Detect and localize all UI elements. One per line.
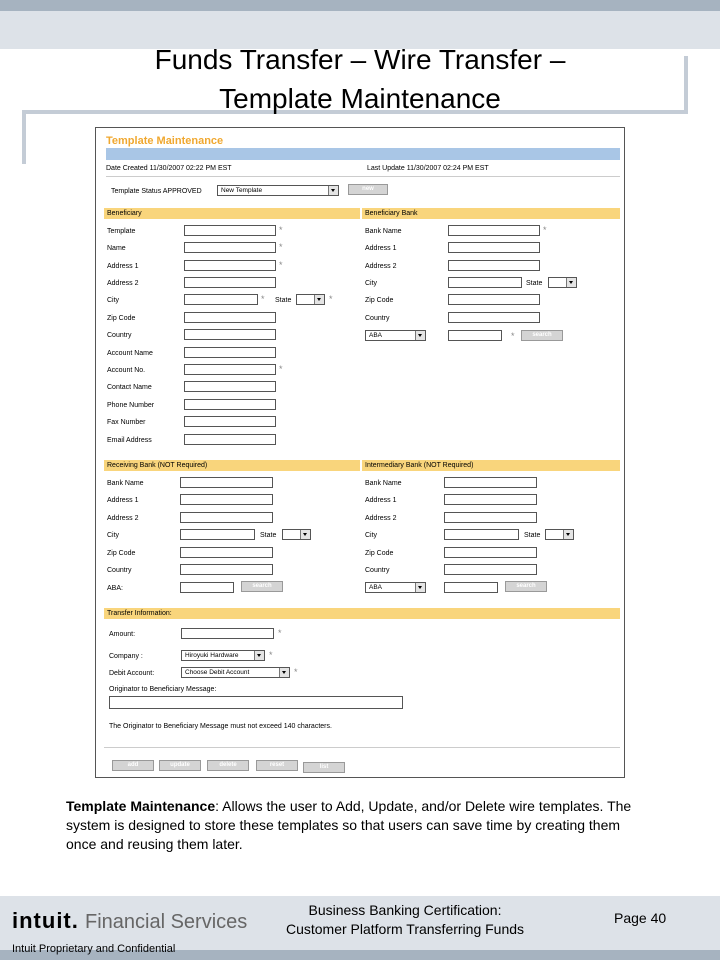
- chevron-down-icon: [254, 651, 264, 660]
- list-button[interactable]: list: [303, 762, 345, 773]
- label-email: Email Address: [107, 437, 152, 444]
- label-zip: Zip Code: [107, 315, 136, 322]
- label-recv-bank-name: Bank Name: [107, 480, 144, 487]
- label-inter-address2: Address 2: [365, 515, 397, 522]
- template-input[interactable]: [184, 225, 276, 236]
- label-recv-zip: Zip Code: [107, 550, 136, 557]
- label-address2: Address 2: [107, 280, 139, 287]
- slide-description: [66, 797, 646, 854]
- bank-state-select[interactable]: [548, 277, 577, 288]
- label-recv-state: State: [260, 532, 277, 539]
- recv-search-button[interactable]: search: [241, 581, 283, 592]
- required-star: *: [543, 225, 547, 235]
- bank-search-button[interactable]: search: [521, 330, 563, 341]
- bank-aba-select-value: ABA: [369, 332, 383, 339]
- recv-country-input[interactable]: [180, 564, 273, 575]
- slide-title-line1: Funds Transfer – Wire Transfer –: [154, 44, 566, 75]
- inter-address1-input[interactable]: [444, 494, 537, 505]
- inter-aba-select[interactable]: [365, 582, 426, 593]
- footer-line2: Customer Platform Transferring Funds: [285, 921, 525, 937]
- contact-name-input[interactable]: [184, 381, 276, 392]
- chevron-down-icon: [563, 530, 573, 539]
- inter-zip-input[interactable]: [444, 547, 537, 558]
- label-inter-address1: Address 1: [365, 497, 397, 504]
- section-transfer-info: Transfer Information:: [104, 608, 620, 619]
- template-maintenance-screen: [95, 127, 625, 778]
- date-created: Date Created 11/30/2007 02:22 PM EST: [106, 165, 232, 172]
- divider: [106, 176, 620, 177]
- recv-zip-input[interactable]: [180, 547, 273, 558]
- label-message: Originator to Beneficiary Message:: [109, 686, 217, 693]
- label-bank-city: City: [365, 280, 378, 287]
- label-bank-address1: Address 1: [365, 245, 397, 252]
- chevron-down-icon: [279, 668, 289, 677]
- company-select-value: Hiroyuki Hardware: [185, 652, 239, 659]
- label-fax: Fax Number: [107, 419, 146, 426]
- chevron-down-icon: [300, 530, 310, 539]
- label-recv-address1: Address 1: [107, 497, 139, 504]
- template-select-value: New Template: [221, 187, 263, 194]
- name-input[interactable]: [184, 242, 276, 253]
- required-star: *: [278, 628, 282, 638]
- message-note: The Originator to Beneficiary Message must not exceed 140 characters.: [109, 723, 332, 730]
- section-beneficiary-bank: Beneficiary Bank: [362, 208, 620, 219]
- label-account-name: Account Name: [107, 350, 153, 357]
- required-star: *: [279, 225, 283, 235]
- bank-address1-input[interactable]: [448, 242, 540, 253]
- chevron-down-icon: [415, 331, 425, 340]
- company-select[interactable]: [181, 650, 265, 661]
- footer-line1: Business Banking Certification:: [308, 902, 502, 918]
- update-button[interactable]: update: [159, 760, 201, 771]
- label-recv-country: Country: [107, 567, 132, 574]
- city-input[interactable]: [184, 294, 258, 305]
- slide-title-line2: Template Maintenance: [219, 83, 501, 114]
- label-company: Company :: [109, 653, 143, 660]
- address2-input[interactable]: [184, 277, 276, 288]
- required-star: *: [261, 294, 265, 304]
- bank-zip-input[interactable]: [448, 294, 540, 305]
- label-amount: Amount:: [109, 631, 136, 638]
- label-inter-state: State: [524, 532, 541, 539]
- country-input[interactable]: [184, 329, 276, 340]
- chevron-down-icon: [328, 186, 338, 195]
- label-inter-country: Country: [365, 567, 390, 574]
- inter-bank-name-input[interactable]: [444, 477, 537, 488]
- page-number: Page 40: [614, 910, 667, 926]
- debit-account-select-value: Choose Debit Account: [185, 669, 250, 676]
- template-select[interactable]: [217, 185, 339, 196]
- label-address1: Address 1: [107, 263, 139, 270]
- inter-aba-select-value: ABA: [369, 584, 383, 591]
- recv-state-select[interactable]: [282, 529, 311, 540]
- last-update: Last Update 11/30/2007 02:24 PM EST: [367, 165, 489, 172]
- address1-input[interactable]: [184, 260, 276, 271]
- chevron-down-icon: [415, 583, 425, 592]
- add-button[interactable]: add: [112, 760, 154, 771]
- label-phone: Phone Number: [107, 402, 155, 409]
- confidential-notice: Intuit Proprietary and Confidential: [12, 943, 176, 955]
- recv-address1-input[interactable]: [180, 494, 273, 505]
- label-recv-city: City: [107, 532, 120, 539]
- chevron-down-icon: [314, 295, 324, 304]
- label-recv-address2: Address 2: [107, 515, 139, 522]
- inter-address2-input[interactable]: [444, 512, 537, 523]
- recv-bank-name-input[interactable]: [180, 477, 273, 488]
- bank-city-input[interactable]: [448, 277, 522, 288]
- message-input[interactable]: [109, 696, 403, 709]
- account-no-input[interactable]: [184, 364, 276, 375]
- recv-city-input[interactable]: [180, 529, 255, 540]
- zip-input[interactable]: [184, 312, 276, 323]
- top-bar: [0, 0, 720, 11]
- template-status-label: Template Status APPROVED: [111, 188, 202, 195]
- delete-button[interactable]: delete: [207, 760, 249, 771]
- decor-line-vertical-left: [22, 112, 26, 164]
- inter-aba-input[interactable]: [444, 582, 498, 593]
- section-intermediary-bank: Intermediary Bank (NOT Required): [362, 460, 620, 471]
- bank-name-input[interactable]: [448, 225, 540, 236]
- state-select[interactable]: [296, 294, 325, 305]
- label-state: State: [275, 297, 292, 304]
- description-bold: Template Maintenance: [66, 798, 216, 814]
- label-inter-zip: Zip Code: [365, 550, 394, 557]
- recv-address2-input[interactable]: [180, 512, 273, 523]
- label-country: Country: [107, 332, 132, 339]
- new-button[interactable]: new: [348, 184, 388, 195]
- recv-aba-input[interactable]: [180, 582, 234, 593]
- footer-course-title: [250, 901, 560, 939]
- reset-button[interactable]: reset: [256, 760, 298, 771]
- label-debit-account: Debit Account:: [109, 670, 155, 677]
- label-recv-aba: ABA:: [107, 585, 123, 592]
- amount-input[interactable]: [181, 628, 274, 639]
- description-text: : Allows the user to Add, Update, and/or Delete wire templates. The system is designed to store these templates so that users can save time by creating them once and reusing them later.: [66, 798, 632, 852]
- intuit-logo: [12, 908, 247, 935]
- phone-input[interactable]: [184, 399, 276, 410]
- bank-aba-select[interactable]: [365, 330, 426, 341]
- label-bank-zip: Zip Code: [365, 297, 394, 304]
- label-inter-bank-name: Bank Name: [365, 480, 402, 487]
- logo-sub: Financial Services: [85, 911, 248, 933]
- label-template: Template: [107, 228, 136, 235]
- email-input[interactable]: [184, 434, 276, 445]
- label-city: City: [107, 297, 120, 304]
- label-bank-state: State: [526, 280, 543, 287]
- inter-state-select[interactable]: [545, 529, 574, 540]
- chevron-down-icon: [566, 278, 576, 287]
- label-bank-name: Bank Name: [365, 228, 402, 235]
- inter-search-button[interactable]: search: [505, 581, 547, 592]
- logo-main: intuit.: [12, 908, 79, 933]
- debit-account-select[interactable]: [181, 667, 290, 678]
- label-bank-address2: Address 2: [365, 263, 397, 270]
- header-band: [106, 148, 620, 160]
- screen-header: Template Maintenance: [106, 135, 224, 147]
- label-account-no: Account No.: [107, 367, 146, 374]
- inter-city-input[interactable]: [444, 529, 519, 540]
- account-name-input[interactable]: [184, 347, 276, 358]
- bank-aba-input[interactable]: [448, 330, 502, 341]
- required-star: *: [329, 294, 333, 304]
- decor-line-vertical-right: [684, 56, 688, 114]
- required-star: *: [511, 331, 515, 341]
- inter-country-input[interactable]: [444, 564, 537, 575]
- label-contact-name: Contact Name: [107, 384, 152, 391]
- divider: [104, 747, 620, 748]
- fax-input[interactable]: [184, 416, 276, 427]
- bank-address2-input[interactable]: [448, 260, 540, 271]
- required-star: *: [279, 242, 283, 252]
- section-beneficiary: Beneficiary: [104, 208, 360, 219]
- required-star: *: [279, 260, 283, 270]
- required-star: *: [294, 667, 298, 677]
- slide-title: [40, 40, 680, 118]
- bank-country-input[interactable]: [448, 312, 540, 323]
- label-bank-country: Country: [365, 315, 390, 322]
- label-name: Name: [107, 245, 126, 252]
- required-star: *: [269, 650, 273, 660]
- section-receiving-bank: Receiving Bank (NOT Required): [104, 460, 360, 471]
- required-star: *: [279, 364, 283, 374]
- label-inter-city: City: [365, 532, 378, 539]
